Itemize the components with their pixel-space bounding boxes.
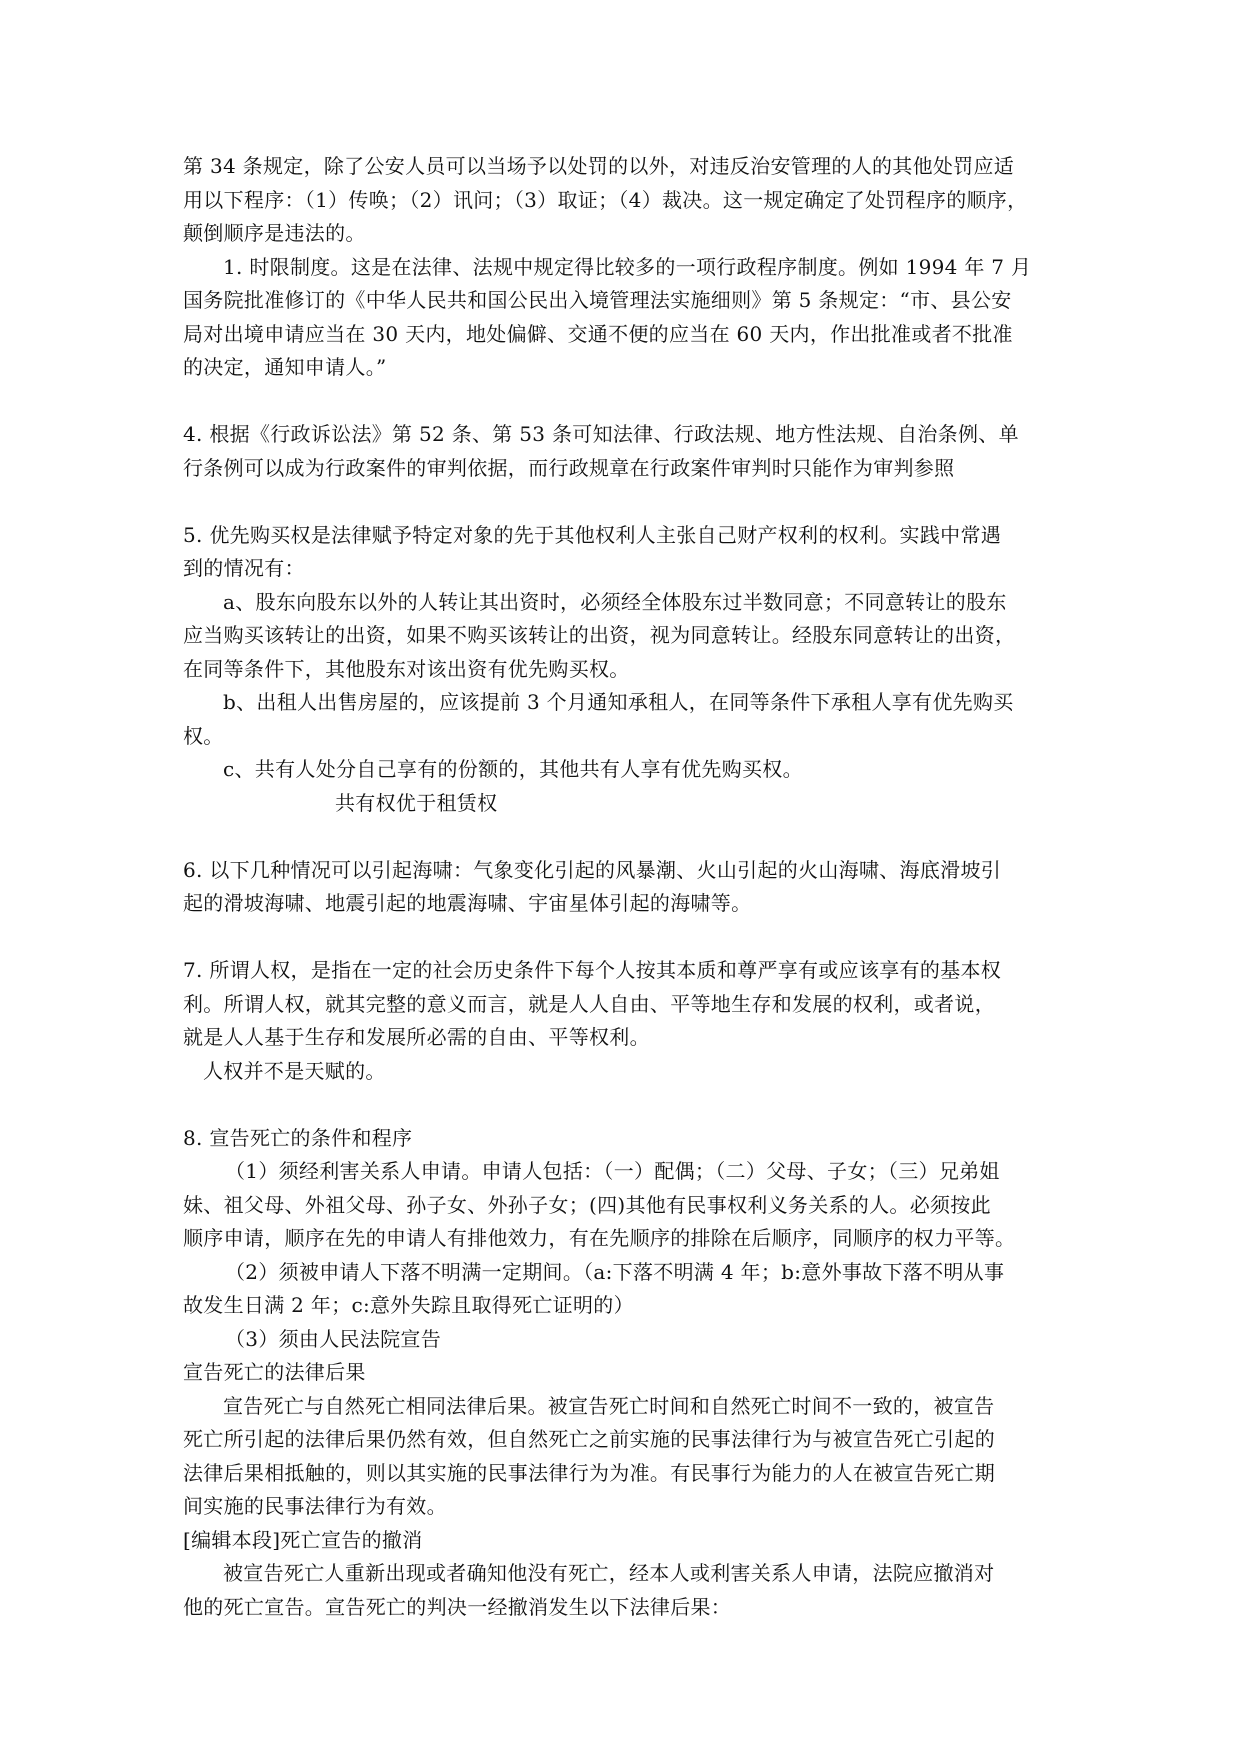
text-line: 4. 根据《行政诉讼法》第 52 条、第 53 条可知法律、行政法规、地方性法规、自治条例、单	[183, 422, 1019, 446]
text-line: （2）须被申请人下落不明满一定期间。（a:下落不明满 4 年；b:意外事故下落不明从事	[225, 1259, 1005, 1284]
text-line: 的决定，通知申请人。”	[183, 355, 387, 379]
text-line: 用以下程序：（1）传唤；（2）讯问；（3）取证；（4）裁决。这一规定确定了处罚程序的顺序，	[183, 187, 1028, 212]
text-line: 利。所谓人权，就其完整的意义而言，就是人人自由、平等地生存和发展的权利，或者说，	[183, 991, 995, 1016]
text-line: 宣告死亡的法律后果	[183, 1360, 366, 1384]
text-line: 行条例可以成为行政案件的审判依据，而行政规章在行政案件审判时只能作为审判参照	[183, 455, 955, 480]
text-line: 第 34 条规定，除了公安人员可以当场予以处罚的以外，对违反治安管理的人的其他处罚应适	[183, 154, 1015, 178]
text-line: 共有权优于租赁权	[335, 790, 498, 815]
text-line: 到的情况有：	[183, 556, 305, 580]
text-line: [编辑本段]死亡宣告的撤消	[183, 1527, 423, 1552]
text-line: 7. 所谓人权，是指在一定的社会历史条件下每个人按其本质和尊严享有或应该享有的基本权	[183, 958, 1002, 982]
text-line: 在同等条件下，其他股东对该出资有优先购买权。	[183, 656, 630, 681]
text-line: 5. 优先购买权是法律赋予特定对象的先于其他权利人主张自己财产权利的权利。实践中常遇	[183, 522, 1002, 547]
text-line: 宣告死亡与自然死亡相同法律后果。被宣告死亡时间和自然死亡时间不一致的，被宣告	[223, 1393, 995, 1418]
text-line: （1）须经利害关系人申请。申请人包括：（一）配偶；（二）父母、子女；（三）兄弟姐	[225, 1159, 1000, 1183]
text-line: 人权并不是天赋的。	[203, 1058, 386, 1083]
text-line: （3）须由人民法院宣告	[225, 1326, 442, 1351]
text-line: 死亡所引起的法律后果仍然有效，但自然死亡之前实施的民事法律行为与被宣告死亡引起的	[183, 1427, 995, 1451]
text-line: 局对出境申请应当在 30 天内，地处偏僻、交通不便的应当在 60 天内，作出批准或者不批准	[183, 321, 1013, 346]
text-line: 应当购买该转让的出资，如果不购买该转让的出资，视为同意转让。经股东同意转让的出资，	[183, 623, 1016, 647]
text-line: 故发生日满 2 年；c:意外失踪且取得死亡证明的）	[183, 1293, 634, 1317]
paragraph-gap	[183, 921, 1063, 955]
text-line: 6. 以下几种情况可以引起海啸：气象变化引起的风暴潮、火山引起的火山海啸、海底滑坡引	[183, 857, 1002, 882]
paragraph-gap	[183, 485, 1063, 519]
paragraph-gap	[183, 385, 1063, 419]
document-page	[183, 150, 1063, 1624]
text-line: 妹、祖父母、外祖父母、孙子女、外孙子女；(四)其他有民事权利义务关系的人。必须按此	[183, 1192, 991, 1217]
paragraph-gap	[183, 1088, 1063, 1122]
text-line: 颠倒顺序是违法的。	[183, 221, 366, 245]
text-line: 被宣告死亡人重新出现或者确知他没有死亡，经本人或利害关系人申请，法院应撤消对	[223, 1561, 995, 1585]
text-line: 起的滑坡海啸、地震引起的地震海啸、宇宙星体引起的海啸等。	[183, 891, 752, 915]
text-line: 就是人人基于生存和发展所必需的自由、平等权利。	[183, 1025, 650, 1049]
text-line: 8. 宣告死亡的条件和程序	[183, 1125, 413, 1150]
text-line: b、出租人出售房屋的，应该提前 3 个月通知承租人，在同等条件下承租人享有优先购买	[223, 690, 1014, 714]
text-line: 他的死亡宣告。宣告死亡的判决一经撤消发生以下法律后果：	[183, 1594, 732, 1619]
text-line: 法律后果相抵触的，则以其实施的民事法律行为为准。有民事行为能力的人在被宣告死亡期	[183, 1460, 995, 1485]
text-line: c、共有人处分自己享有的份额的，其他共有人享有优先购买权。	[223, 757, 803, 781]
text-line: 权。	[183, 723, 224, 748]
text-line: a、股东向股东以外的人转让其出资时，必须经全体股东过半数同意；不同意转让的股东	[223, 589, 1007, 614]
text-line: 国务院批准修订的《中华人民共和国公民出入境管理法实施细则》第 5 条规定：“市、县公安	[183, 288, 1012, 312]
paragraph-gap	[183, 820, 1063, 854]
text-line: 顺序申请，顺序在先的申请人有排他效力，有在先顺序的排除在后顺序，同顺序的权力平等。	[183, 1226, 1016, 1250]
text-line: 间实施的民事法律行为有效。	[183, 1494, 447, 1518]
text-line: 1. 时限制度。这是在法律、法规中规定得比较多的一项行政程序制度。例如 1994 年 7 月	[223, 254, 1032, 279]
